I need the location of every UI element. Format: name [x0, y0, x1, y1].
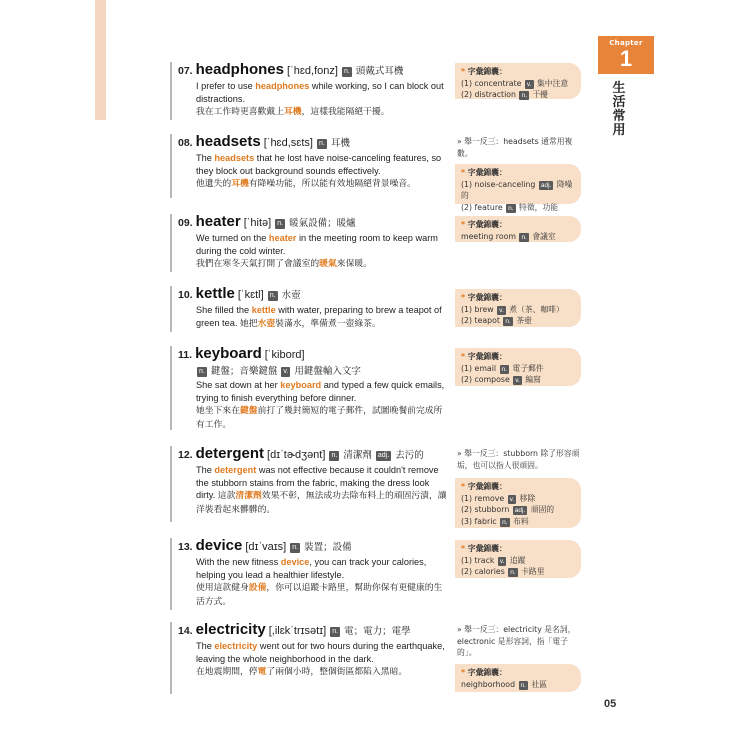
entry-word: keyboard: [195, 345, 262, 362]
entry-word: heater: [195, 213, 241, 230]
entry-word: device: [195, 537, 243, 554]
vocab-note-keyboard: [455, 348, 581, 386]
pos-badge: n.: [292, 544, 299, 551]
pos-badge: adj.: [377, 452, 390, 459]
entry-ipa: [ˈkɛtl]: [237, 289, 264, 301]
vocab-note-headphones: [455, 63, 581, 99]
entry-example: With the new fitness device, you can track your calories, helping you lead a healthier lifestyle. 使用這款健身設備，你可以追蹤卡路里，幫助你保有更健康的生活方式。: [196, 557, 443, 607]
note-item: (2) feature n. 特徵，功能: [461, 202, 559, 212]
chapter-number: 1: [619, 46, 633, 71]
entry-word: kettle: [195, 285, 235, 302]
entry-headsets: [170, 134, 450, 198]
entry-ipa: [ˈhɛd,fonz]: [287, 65, 338, 77]
entry-number: 11.: [178, 349, 193, 361]
entry-example: The headsets that he lost have noise-canceling features, so they block out background sounds effectively. 他遺失的耳機有降噪功能，所以能有效地隔絕背景噪音。: [196, 153, 442, 190]
page-edge-strip: [95, 0, 106, 120]
vocab-note-device: [455, 540, 581, 578]
entry-ipa: [ˈhitə]: [243, 217, 272, 229]
note-item: (2) compose v. 編寫: [461, 375, 541, 384]
note-item: meeting room n. 會議室: [461, 231, 556, 241]
note-item: (1) brew v. 煮（茶、咖啡）: [461, 304, 564, 314]
note-title: * 字彙錦囊：: [461, 544, 507, 553]
note-item: neighborhood n. 社區: [461, 679, 547, 689]
entry-detergent: [170, 446, 450, 522]
entry-number: 07.: [178, 65, 193, 77]
note-item: (3) fabric n. 布料: [461, 516, 529, 526]
vocab-note-heater: [455, 216, 581, 242]
entry-example: The detergent was not effective because it couldn't remove the stubborn stains from the fabric, making the dress look dirty. 這款清潔劑效果不彰，無法成功去除布料上的頑固污漬，讓洋裝看起來髒髒的。: [196, 465, 447, 515]
note-item: (1) concentrate v. 集中注意: [461, 78, 569, 88]
chapter-label: Chapter: [609, 39, 643, 47]
note-title: * 字彙錦囊：: [461, 168, 507, 177]
entry-example: The electricity went out for two hours during the earthquake, leaving the whole neighborhood in the dark. 在地震期間，停電了兩個小時，整個街區都陷入黑暗。: [196, 641, 445, 678]
vocab-note-detergent: [455, 478, 581, 528]
entry-number: 08.: [178, 137, 193, 149]
note-title: * 字彙錦囊：: [461, 352, 507, 361]
entry-ipa: [ˈhɛd,sɛts]: [263, 137, 313, 149]
entry-ipa: [,ilɛkˈtrɪsətɪ]: [268, 625, 327, 637]
entry-example: I prefer to use headphones while working, so I can block out distractions. 我在工作時更喜歡戴上耳機，這樣我能隔絕干擾。: [196, 81, 444, 118]
pos-badge: n.: [331, 452, 338, 459]
entry-example: She filled the kettle with water, preparing to brew a teapot of green tea. 她把水壺裝滿水，準備煮一壺綠茶。: [196, 305, 442, 329]
entry-device: [170, 538, 450, 610]
tip-electricity: » 舉一反三：electricity 是名詞，electronic 是形容詞，指「電子的」。: [457, 625, 576, 657]
entry-number: 10.: [178, 289, 193, 301]
note-item: (1) remove v. 移除: [461, 493, 536, 503]
pos-badge: n.: [332, 628, 339, 635]
pos-badge: n.: [277, 220, 284, 227]
vocab-note-electricity: [455, 664, 581, 692]
entry-word: headsets: [195, 133, 261, 150]
entry-example: She sat down at her keyboard and typed a few quick emails, trying to finish everything before dinner. 她坐下來在鍵盤前打了幾封簡短的電子郵件，試圖晚餐前完成所有工作。: [196, 380, 445, 430]
pos-badge: n.: [343, 68, 350, 75]
entry-ipa: [ˈkibord]: [264, 349, 305, 361]
entry-definition: 耳機: [330, 138, 350, 149]
page-number: 05: [604, 698, 617, 710]
chapter-tab: [598, 36, 654, 74]
entry-number: 13.: [178, 541, 193, 553]
pos-badge: n.: [269, 292, 276, 299]
note-title: * 字彙錦囊：: [461, 293, 507, 302]
note-item: (2) teapot n. 茶壺: [461, 316, 532, 325]
note-item: (1) noise-canceling adj. 降噪的: [461, 179, 573, 200]
note-title: * 字彙錦囊：: [461, 482, 507, 491]
tip-headsets: » 舉一反三：headsets 通常用複數。: [457, 137, 573, 158]
entry-ipa: [dɪˈtɚdʒənt]: [267, 449, 326, 461]
entry-electricity: [170, 622, 450, 694]
note-item: (1) track v. 追蹤: [461, 555, 526, 565]
note-title: * 字彙錦囊：: [461, 668, 507, 677]
entry-example: We turned on the heater in the meeting room to keep warm during the cold winter. 我們在寒冬天氣打開了會議室的暖氣來保暖。: [196, 233, 438, 270]
note-item: (2) distraction n. 干擾: [461, 90, 548, 99]
entry-definition: 暖氣設備；暖爐: [289, 218, 356, 229]
entry-kettle: [170, 286, 450, 332]
entry-number: 14.: [178, 625, 193, 637]
entry-definition: 頭戴式耳機: [355, 66, 404, 77]
vocab-note-headsets: [455, 164, 581, 212]
entry-definition: 裝置；設備: [304, 542, 352, 553]
entry-definition: 去污的: [395, 450, 424, 461]
note-item: (1) email n. 電子郵件: [461, 363, 544, 373]
pos-badge: n.: [318, 140, 325, 147]
entry-ipa: [dɪˈvaɪs]: [245, 541, 287, 553]
note-title: * 字彙錦囊：: [461, 220, 507, 229]
entry-definition: 水壺: [281, 290, 301, 301]
note-item: (2) calories n. 卡路里: [461, 567, 545, 576]
entry-heater: [170, 214, 450, 272]
entry-word: headphones: [195, 61, 284, 78]
entry-word: detergent: [195, 445, 264, 462]
note-title: * 字彙錦囊：: [461, 67, 507, 76]
entry-definition: n. 鍵盤；音樂鍵盤 v. 用鍵盤輸入文字: [199, 366, 361, 377]
entry-word: electricity: [195, 621, 266, 638]
entry-number: 09.: [178, 217, 193, 229]
entry-number: 12.: [178, 449, 193, 461]
tip-detergent: » 舉一反三：stubborn 除了形容頑垢，也可以指人很頑固。: [457, 449, 580, 470]
chapter-name: 生活常用: [612, 81, 626, 138]
entry-definition: 清潔劑: [343, 450, 372, 461]
vocab-note-kettle: [455, 289, 581, 327]
entry-headphones: [170, 62, 450, 120]
entry-definition: 電；電力；電學: [344, 626, 411, 637]
note-item: (2) stubborn adj. 頑固的: [461, 505, 555, 514]
entry-keyboard: [170, 346, 450, 430]
